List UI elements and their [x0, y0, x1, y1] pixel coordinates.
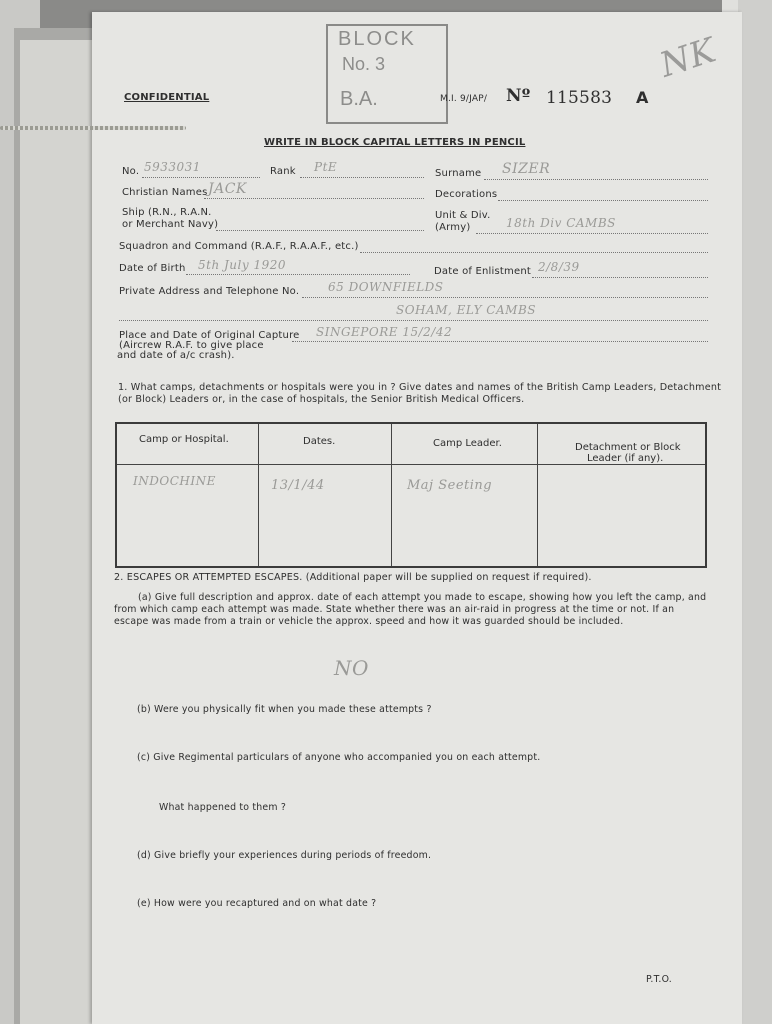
- unit-value: 18th Div CAMBS: [506, 216, 616, 230]
- address-value-1: 65 DOWNFIELDS: [328, 280, 444, 294]
- capture-label-3: and date of a/c crash).: [117, 350, 235, 361]
- camps-table: [115, 422, 707, 568]
- background-page-right-edge: [738, 0, 772, 1024]
- rank-label: Rank: [270, 166, 296, 177]
- address-line-2: [119, 320, 708, 321]
- surname-line: [484, 179, 708, 180]
- capture-label-1: Place and Date of Original Capture: [119, 330, 300, 341]
- q2d-text: (d) Give briefly your experiences during periods of freedom.: [137, 850, 432, 861]
- capture-value: SINGEPORE 15/2/42: [316, 325, 453, 339]
- table-header-detachment-2: Leader (if any).: [587, 453, 664, 464]
- service-number: 5933031: [144, 160, 201, 174]
- form-number: 115583: [546, 88, 613, 108]
- enlistment-line: [532, 277, 708, 278]
- dob-label: Date of Birth: [119, 263, 186, 274]
- table-cell-camp: INDOCHINE: [133, 474, 216, 488]
- confidential-label: CONFIDENTIAL: [124, 92, 210, 103]
- christian-names-value: JACK: [208, 181, 247, 197]
- table-header-divider: [117, 464, 705, 465]
- ship-label-2: or Merchant Navy): [122, 219, 219, 230]
- form-suffix: A: [636, 88, 649, 107]
- binding-string: [0, 126, 186, 130]
- decorations-line: [498, 200, 708, 201]
- q2-title: 2. ESCAPES OR ATTEMPTED ESCAPES. (Additional paper will be supplied on request if required).: [114, 572, 592, 583]
- ref-code: M.I. 9/JAP/: [440, 94, 488, 104]
- q2a-line-3: escape was made from a train or vehicle the approx. speed and how it was guarded should be included.: [114, 616, 624, 627]
- no-line: [142, 177, 260, 178]
- q2c-followup-text: What happened to them ?: [159, 802, 287, 813]
- unit-label-2: (Army): [435, 222, 471, 233]
- table-header-dates: Dates.: [303, 436, 336, 447]
- table-col-divider: [258, 424, 259, 566]
- table-cell-leader: Maj Seeting: [407, 478, 493, 493]
- enlistment-label: Date of Enlistment: [434, 266, 531, 277]
- address-label: Private Address and Telephone No.: [119, 286, 300, 297]
- q2a-line-2: from which camp each attempt was made. State whether there was an air-raid in progress at the time or not. If an: [114, 604, 675, 615]
- rank-value: PtE: [314, 160, 338, 174]
- block-stamp: [326, 24, 448, 124]
- squadron-label: Squadron and Command (R.A.F., R.A.A.F., etc.): [119, 241, 359, 252]
- address-value-2: SOHAM, ELY CAMBS: [396, 303, 536, 317]
- capture-label-2: (Aircrew R.A.F. to give place: [119, 340, 264, 351]
- q1-text-line-2: (or Block) Leaders or, in the case of hospitals, the Senior British Medical Officers.: [118, 394, 525, 405]
- q2c-text: (c) Give Regimental particulars of anyone who accompanied you on each attempt.: [137, 752, 541, 763]
- surname-label: Surname: [435, 168, 482, 179]
- rank-line: [300, 177, 424, 178]
- table-header-leader: Camp Leader.: [433, 438, 502, 449]
- no-label: No.: [122, 166, 140, 177]
- pto-label: P.T.O.: [646, 974, 672, 985]
- table-header-camp: Camp or Hospital.: [139, 434, 229, 445]
- stamp-line-1: BLOCK: [338, 28, 416, 50]
- ship-label-1: Ship (R.N., R.A.N.: [122, 207, 212, 218]
- dob-value: 5th July 1920: [198, 258, 287, 272]
- stamp-line-2: No. 3: [342, 54, 386, 74]
- table-col-divider: [391, 424, 392, 566]
- number-symbol: Nº: [506, 86, 531, 106]
- christian-names-line: [204, 198, 424, 199]
- table-cell-dates: 13/1/44: [271, 478, 325, 493]
- dob-line: [186, 274, 410, 275]
- unit-line: [476, 233, 708, 234]
- table-col-divider: [537, 424, 538, 566]
- corner-initials: NK: [655, 30, 721, 86]
- q2b-text: (b) Were you physically fit when you made these attempts ?: [137, 704, 432, 715]
- instruction-heading: WRITE IN BLOCK CAPITAL LETTERS IN PENCIL: [264, 137, 526, 148]
- enlistment-value: 2/8/39: [538, 260, 580, 274]
- surname-value: SIZER: [502, 161, 551, 177]
- decorations-label: Decorations: [435, 189, 498, 200]
- q2e-text: (e) How were you recaptured and on what date ?: [137, 898, 377, 909]
- squadron-line: [360, 252, 708, 253]
- christian-names-label: Christian Names: [122, 187, 208, 198]
- q1-text-line-1: 1. What camps, detachments or hospitals were you in ? Give dates and names of the British Camp Leaders, Detachment: [118, 382, 722, 393]
- stamp-line-3: B.A.: [340, 88, 378, 110]
- address-line-1: [302, 297, 708, 298]
- ship-line: [216, 230, 424, 231]
- capture-line: [292, 341, 708, 342]
- unit-label-1: Unit & Div.: [435, 210, 491, 221]
- q2a-answer: NO: [334, 656, 369, 680]
- q2a-line-1: (a) Give full description and approx. date of each attempt you made to escape, showing how you left the camp, and: [138, 592, 707, 603]
- table-header-detachment: Detachment or Block: [575, 442, 681, 453]
